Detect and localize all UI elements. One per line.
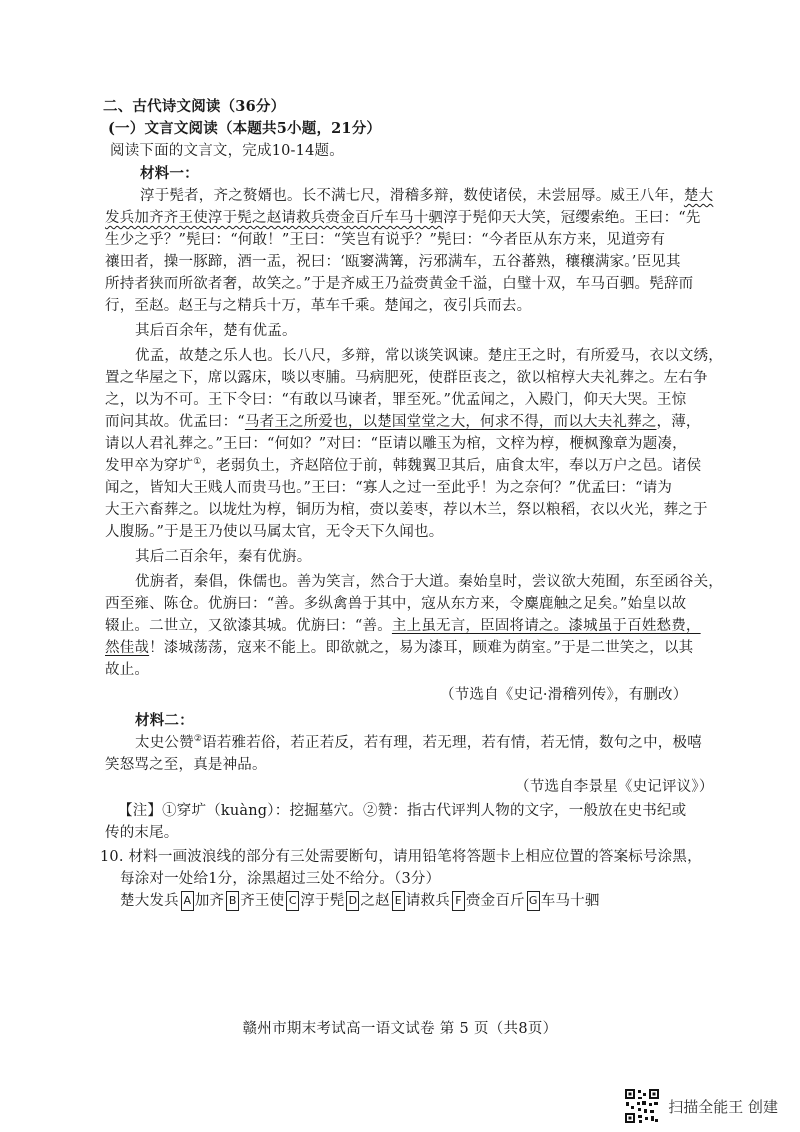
text-span: ，薄， bbox=[656, 414, 701, 430]
answer-box-e[interactable]: E bbox=[392, 891, 405, 911]
text-line bbox=[105, 637, 693, 659]
text-line: 生少之乎？”髡曰：“何敢！”王曰：“笑岂有说乎？”髡曰：“今者臣从东方来，见道旁有 bbox=[105, 232, 666, 248]
subsection-heading: (一）文言文阅读（本题共5小题，21分） bbox=[108, 120, 382, 137]
option-segment: 赍金百斤 bbox=[465, 893, 525, 909]
text-span: 辍止。二世立，又欲漆其城。优旃曰：“善。 bbox=[105, 618, 392, 634]
text-line: 请以人君礼葬之。”王曰：“何如？”对曰：“臣请以雕玉为棺，文梓为椁，楩枫豫章为题凑， bbox=[105, 436, 687, 452]
option-segment: 车马十驷 bbox=[540, 893, 600, 909]
option-segment: 之赵 bbox=[360, 893, 390, 909]
text-span: 而问其故。优孟曰：“ bbox=[105, 414, 245, 430]
material2-label: 材料二： bbox=[135, 712, 194, 729]
text-line: 西至雍、陈仓。优旃曰：“善。多纵禽兽于其中，寇从东方来，令麋鹿触之足矣。”始皇以故 bbox=[105, 596, 687, 612]
text-span: 发甲卒为穿圹 bbox=[105, 458, 194, 474]
text-line: 优孟，故楚之乐人也。长八尺，多辩，常以谈笑讽谏。楚庄王之时，有所爱马，衣以文绣， bbox=[135, 348, 723, 364]
text-span: ，老弱负土，齐赵陪位于前，韩魏翼卫其后，庙食太牢，奉以万户之邑。诸侯 bbox=[201, 458, 702, 474]
annotation-note: 传的末尾。 bbox=[105, 825, 179, 841]
text-line: 禳田者，操一豚蹄，酒一盂，祝曰：‘瓯窭满篝，污邪满车，五谷蕃熟，穰穰满家。’臣见其 bbox=[105, 254, 681, 270]
underlined-text: 马者王之所爱也，以楚国堂堂之大，何求不得，而以大夫礼葬之 bbox=[244, 414, 657, 430]
material1-label: 材料一： bbox=[140, 165, 199, 182]
text-line: 所持者狭而所欲者奢，故笑之。”于是齐威王乃益赍黄金千溢，白璧十双，车马百驷。髡辞而 bbox=[105, 276, 694, 292]
text-line: 之，以为不可。王下令曰：“有敢以马谏者，罪至死。”优孟闻之，入殿门，仰天大哭。王惊 bbox=[105, 392, 687, 408]
watermark-text: 扫描全能王 创建 bbox=[668, 1097, 778, 1116]
text-span: 语若雅若俗，若正若反，若有理，若无理，若有情，若无情，数句之中，极嘻 bbox=[202, 735, 702, 751]
instruction: 阅读下面的文言文，完成10-14题。 bbox=[110, 143, 344, 159]
text-line: 闻之，皆知大王贱人而贵马也。”王曰：“寡人之过一至此乎！为之奈何？”优孟曰：“请为 bbox=[105, 480, 673, 496]
scanner-watermark bbox=[624, 1088, 778, 1124]
text-line bbox=[105, 615, 701, 637]
question-10-text: 10. 材料一画波浪线的部分有三处需要断句，请用铅笔将答题卡上相应位置的答案标号涂黑， bbox=[100, 849, 702, 865]
text-line bbox=[105, 455, 701, 477]
page-footer: 赣州市期末考试高一语文试卷 第 5 页（共8页） bbox=[242, 1021, 558, 1037]
footnote-marker: ② bbox=[193, 734, 203, 745]
text-line: 大王六畜葬之。以垅灶为椁，铜历为棺，赍以姜枣，荐以木兰，祭以粮稻，衣以火光，葬之于 bbox=[105, 502, 708, 518]
text-line: 优旃者，秦倡，侏儒也。善为笑言，然合于大道。秦始皇时，尝议欲大苑囿，东至函谷关， bbox=[135, 574, 723, 590]
answer-box-a[interactable]: A bbox=[181, 891, 194, 911]
answer-box-g[interactable]: G bbox=[527, 891, 540, 911]
option-segment: 请救兵 bbox=[405, 893, 450, 909]
answer-box-f[interactable]: F bbox=[452, 891, 465, 911]
qr-code-icon bbox=[624, 1088, 660, 1124]
material2-source: （节选自李景星《史记评议》） bbox=[515, 779, 714, 795]
option-segment: 加齐 bbox=[194, 893, 225, 909]
text-line: 其后百余年，楚有优孟。 bbox=[135, 323, 297, 339]
option-segment: 楚大发兵 bbox=[120, 893, 179, 909]
answer-box-d[interactable]: D bbox=[346, 891, 359, 911]
text-line bbox=[140, 185, 713, 207]
text-line bbox=[135, 732, 702, 754]
underlined-text: 然佳哉 bbox=[105, 640, 150, 656]
option-segment: 齐王使 bbox=[240, 893, 285, 909]
text-line: 人腹肠。”于是王乃使以马属太官，无令天下久闻也。 bbox=[105, 524, 444, 540]
question-10-options bbox=[120, 890, 600, 912]
text-line: 置之华屋之下，席以露床，啖以枣脯。马病肥死，使群臣丧之，欲以棺椁大夫礼葬之。左右争 bbox=[105, 370, 708, 386]
text-span: 太史公赞 bbox=[135, 735, 194, 751]
text-span: 淳于髡仰天大笑，冠缨索绝。王曰：“先 bbox=[443, 210, 701, 226]
wavy-underlined-text: 发兵加齐齐王使淳于髡之赵请救兵赍金百斤车马十驷 bbox=[105, 210, 444, 226]
text-line bbox=[105, 207, 701, 229]
text-line: 行，至赵。赵王与之精兵十万，革车千乘。楚闻之，夜引兵而去。 bbox=[105, 298, 532, 314]
material1-source: （节选自《史记·滑稽列传》，有删改） bbox=[440, 687, 688, 703]
text-line: 笑怒骂之至，真是神品。 bbox=[105, 757, 267, 773]
text-line: 其后二百余年，秦有优旃。 bbox=[135, 549, 312, 565]
option-segment: 淳于髡 bbox=[300, 893, 345, 909]
question-10-text: 每涂对一处给1分，涂黑超过三处不给分。（3分） bbox=[120, 871, 441, 887]
answer-box-c[interactable]: C bbox=[286, 891, 299, 911]
footnote-marker: ① bbox=[193, 457, 202, 468]
underlined-text: 主上虽无言，臣固将请之。漆城虽于百姓愁费， bbox=[391, 618, 701, 634]
annotation-note: 【注】①穿圹（kuàng）：挖掘墓穴。②赞：指古代评判人物的文字，一般放在史书纪或 bbox=[118, 803, 687, 819]
section-heading: 二、古代诗文阅读（36分） bbox=[103, 98, 286, 115]
answer-box-b[interactable]: B bbox=[226, 891, 239, 911]
wavy-underlined-text: 楚大 bbox=[683, 188, 714, 204]
text-span: 淳于髡者，齐之赘婿也。长不满七尺，滑稽多辩，数使诸侯，未尝屈辱。威王八年， bbox=[140, 188, 684, 204]
text-line: 故止。 bbox=[105, 662, 150, 678]
text-line bbox=[105, 411, 701, 433]
text-span: ！漆城荡荡，寇来不能上。即欲就之，易为漆耳，顾难为荫室。”于是二世笑之，以其 bbox=[149, 640, 694, 656]
